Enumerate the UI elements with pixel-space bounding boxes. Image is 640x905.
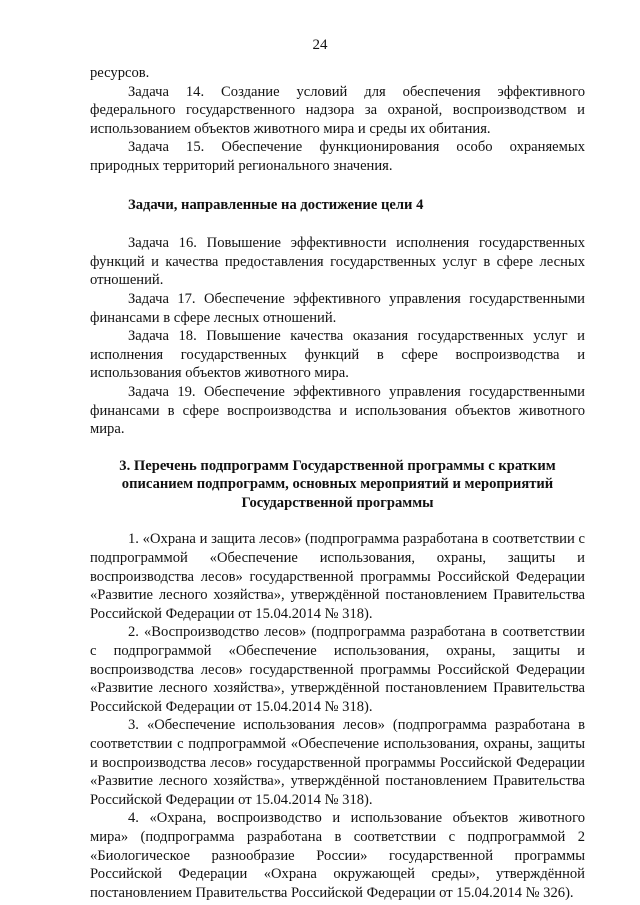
task-16-paragraph: Задача 16. Повышение эффективности исполнения государственных функций и качества предоставления государственных услуг в сфере лесных отношений.	[90, 235, 585, 289]
task-19-paragraph: Задача 19. Обеспечение эффективного управления государственными финансами в сфере воспроизводства и использования объектов животного мира.	[90, 383, 585, 438]
paragraph-continuation: ресурсов.	[90, 65, 150, 81]
subprogram-2-paragraph: 2. «Воспроизводство лесов» (подпрограмма разработана в соответствии с подпрограммой «Обеспечение использования, охраны, защиты и воспроизводства лесов» государственной программы Российской Федерации «Развитие лесного хозяйства», утверждённой постановлением Правительства Российской Федерации от 15.04.2014 № 318).	[90, 624, 585, 715]
document-body	[90, 64, 585, 902]
task-18-paragraph: Задача 18. Повышение качества оказания государственных услуг и исполнения государственных функций в сфере воспроизводства и использования объектов животного мира.	[90, 328, 585, 382]
goal-4-tasks-heading: Задачи, направленные на достижение цели 4	[128, 196, 424, 213]
task-15-paragraph: Задача 15. Обеспечение функционирования особо охраняемых природных территорий регионального значения.	[90, 139, 585, 174]
section-3-heading: 3. Перечень подпрограмм Государственной программы с кратким описанием подпрограмм, основных мероприятий и мероприятий Государственной программы	[119, 457, 556, 511]
subprogram-1-paragraph: 1. «Охрана и защита лесов» (подпрограмма разработана в соответствии с подпрограммой «Обеспечение использования, охраны, защиты и воспроизводства лесов» государственной программы Российской Федерации «Развитие лесного хозяйства», утверждённой постановлением Правительства Российской Федерации от 15.04.2014 № 318).	[90, 531, 585, 622]
task-14-paragraph: Задача 14. Создание условий для обеспечения эффективного федерального государственного надзора за охраной, воспроизводством и использованием объектов животного мира и среды их обитания.	[90, 83, 585, 137]
subprogram-4-paragraph: 4. «Охрана, воспроизводство и использование объектов животного мира» (подпрограмма разработана в соответствии с подпрограммой 2 «Биологическое разнообразие России» государственной программы Российской Федерации «Охрана окружающей среды», утверждённой постановлением Правительства Российской Федерации от 15.04.2014 № 326).	[90, 810, 585, 901]
subprogram-3-paragraph: 3. «Обеспечение использования лесов» (подпрограмма разработана в соответствии с подпрограммой «Обеспечение использования, охраны, защиты и воспроизводства лесов» государственной программы Российской Федерации «Развитие лесного хозяйства», утверждённой постановлением Правительства Российской Федерации от 15.04.2014 № 318).	[90, 717, 585, 808]
page-number: 24	[312, 37, 328, 53]
task-17-paragraph: Задача 17. Обеспечение эффективного управления государственными финансами в сфере лесных отношений.	[90, 290, 585, 326]
